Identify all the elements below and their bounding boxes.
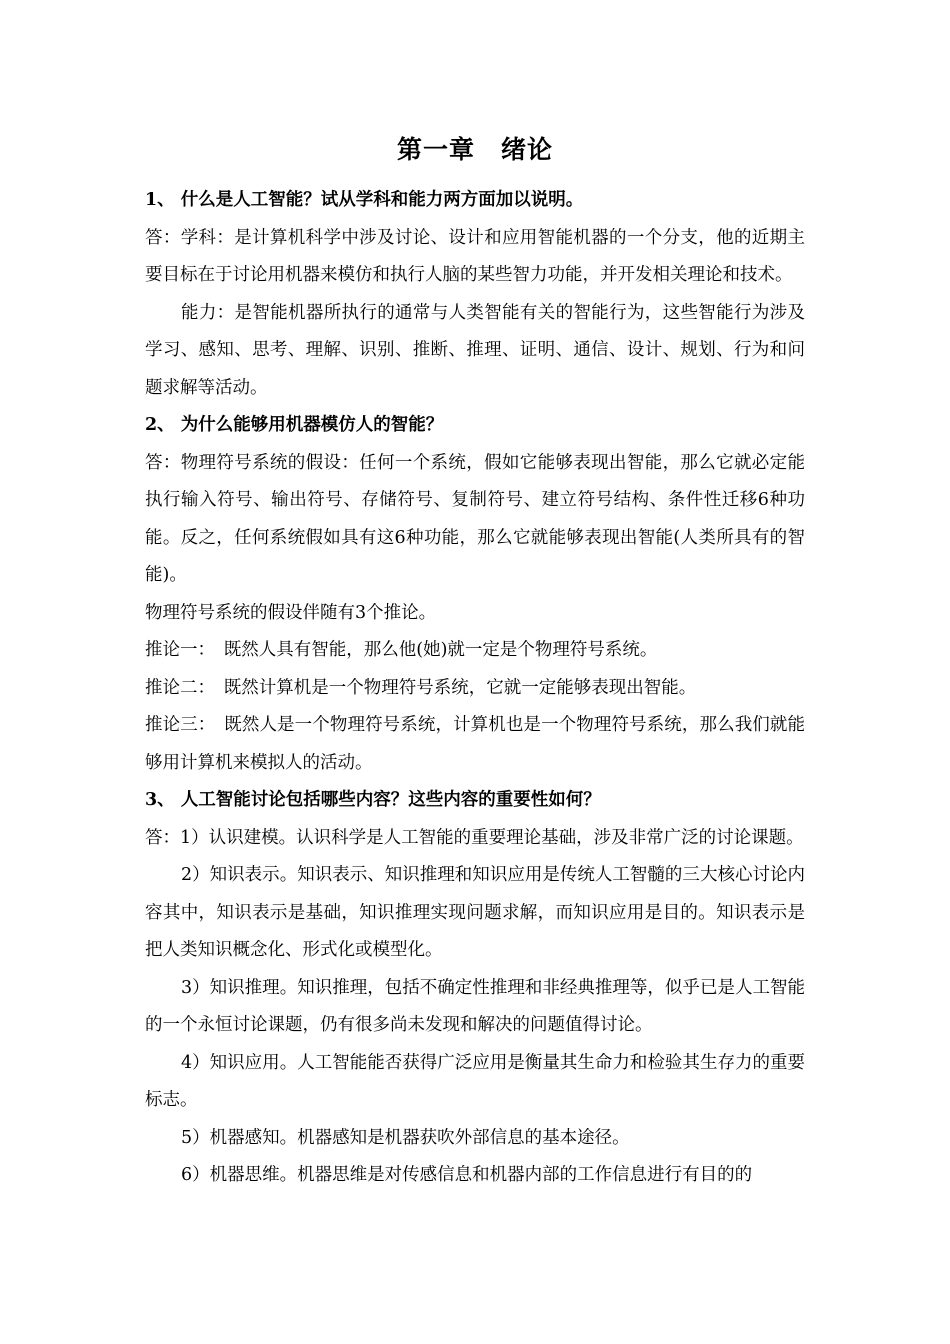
answer-3-item-3: 3）知识推理。知识推理，包括不确定性推理和非经典推理等，似乎已是人工智能的一个永恒讨论课题，仍有很多尚未发现和解决的问题值得讨论。 [145,977,805,1035]
document-body [145,182,805,1195]
chapter-title: 第一章 绪论 [396,135,553,164]
answer-3-item-1: 答：1）认识建模。认识科学是人工智能的重要理论基础，涉及非常广泛的讨论课题。 [145,827,804,848]
answer-3-item-4: 4）知识应用。人工智能能否获得广泛应用是衡量其生命力和检验其生存力的重要标志。 [145,1052,805,1110]
answer-3-item-6: 6）机器思维。机器思维是对传感信息和机器内部的工作信息进行有目的的 [181,1165,753,1185]
answer-2-hypothesis: 答：物理符号系统的假设：任何一个系统，假如它能够表现出智能，那么它就必定能执行输入符号、输出符号、存储符号、复制符号、建立符号结构、条件性迁移6种功能。反之，任何系统假如具有这6种功能，那么它就能够表现出智能(人类所具有的智能)。 [145,452,805,585]
question-1: 1、 什么是人工智能？试从学科和能力两方面加以说明。 [145,190,584,210]
corollary-3: 推论三： 既然人是一个物理符号系统，计算机也是一个物理符号系统，那么我们就能够用计算机来模拟人的活动。 [145,715,805,773]
answer-1-ability: 能力：是智能机器所执行的通常与人类智能有关的智能行为，这些智能行为涉及学习、感知、思考、理解、识别、推断、推理、证明、通信、设计、规划、行为和问题求解等活动。 [145,302,805,398]
answer-3-item-2: 2）知识表示。知识表示、知识推理和知识应用是传统人工智髓的三大核心讨论内容其中，知识表示是基础，知识推理实现问题求解，而知识应用是目的。知识表示是把人类知识概念化、形式化或模型化。 [145,865,805,960]
answer-1-subject: 答：学科：是计算机科学中涉及讨论、设计和应用智能机器的一个分支，他的近期主要目标在于讨论用机器来模仿和执行人脑的某些智力功能，并开发相关理论和技术。 [145,227,805,285]
corollary-1: 推论一： 既然人具有智能，那么他(她)就一定是个物理符号系统。 [145,640,658,660]
question-3: 3、 人工智能讨论包括哪些内容？这些内容的重要性如何？ [145,790,601,810]
answer-3-item-5: 5）机器感知。机器感知是机器获吹外部信息的基本途径。 [181,1127,630,1148]
question-2: 2、 为什么能够用机器模仿人的智能？ [145,415,444,435]
corollary-intro: 物理符号系统的假设伴随有3个推论。 [145,602,437,623]
corollary-2: 推论二： 既然计算机是一个物理符号系统，它就一定能够表现出智能。 [145,677,697,698]
